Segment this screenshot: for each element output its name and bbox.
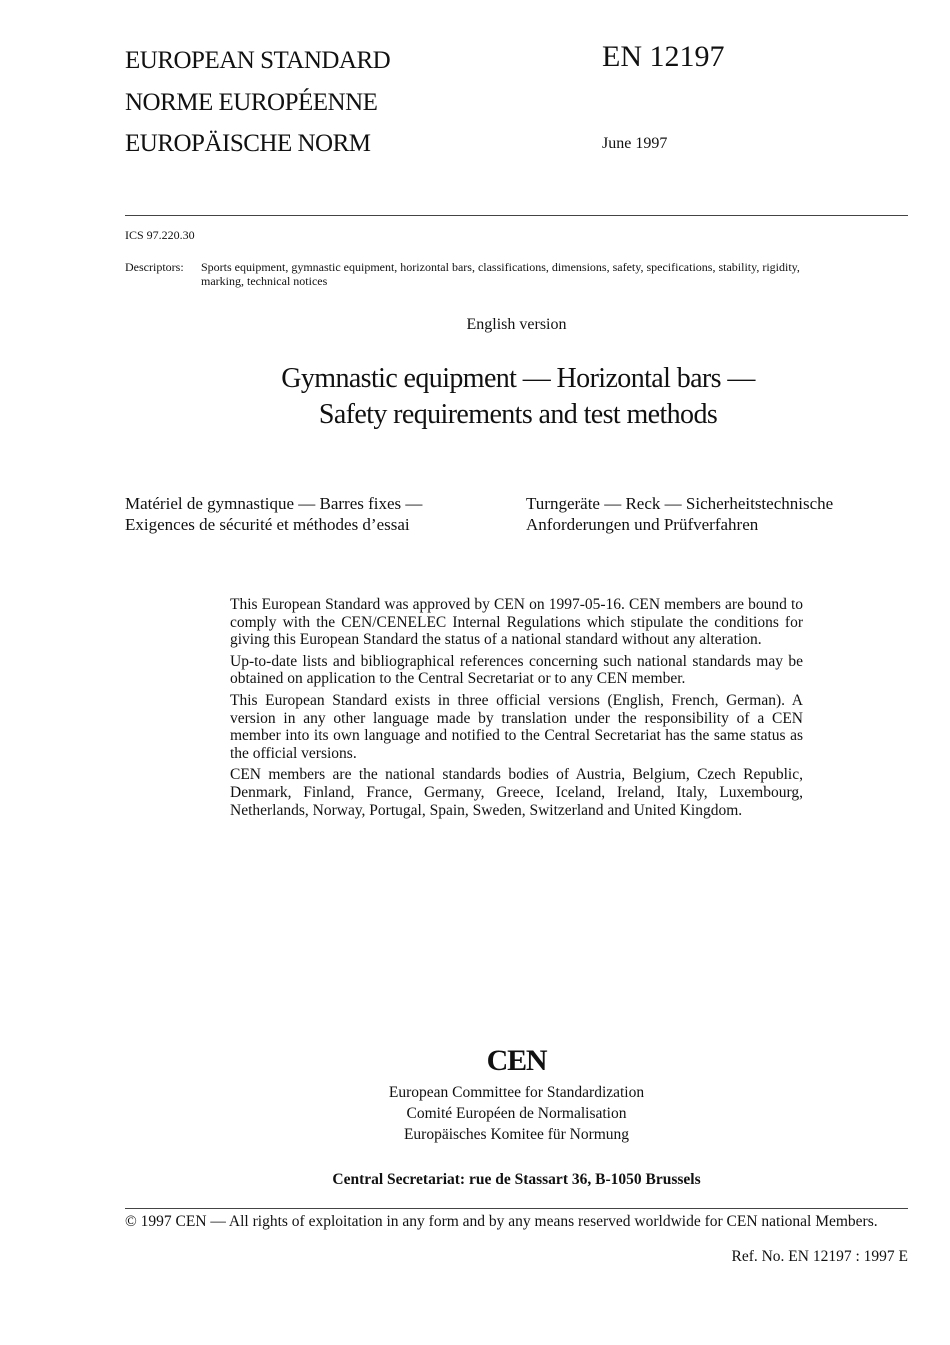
secretariat-address: Central Secretariat: rue de Stassart 36, B-1050 Brussels (332, 1171, 701, 1188)
german-title-line-2: Anforderungen und Prüfverfahren (526, 515, 759, 534)
copyright-notice: © 1997 CEN — All rights of exploitation in any form and by any means reserved worldwide for CEN national Members. (125, 1213, 878, 1230)
cen-name-en: European Committee for Standardization (388, 1084, 645, 1101)
footer-rule (125, 1208, 908, 1209)
french-title-line-2: Exigences de sécurité et méthodes d’essai (125, 515, 410, 534)
publication-date: June 1997 (602, 135, 668, 152)
ics-code: ICS 97.220.30 (125, 228, 195, 242)
cen-logo: CEN (486, 1044, 547, 1077)
document-title-line-2: Safety requirements and test methods (318, 399, 718, 430)
german-title-line-1: Turngeräte — Reck — Sicherheitstechnische (526, 494, 834, 513)
standard-number: EN 12197 (602, 40, 725, 73)
paragraph-approval: This European Standard was approved by CEN on 1997-05-16. CEN members are bound to comply with the CEN/CENELEC Internal Regulations which stipulate the conditions for giving this European Standard the status of a national standard without any alteration. (230, 596, 803, 649)
version-label: English version (466, 316, 567, 333)
french-title-line-1: Matériel de gymnastique — Barres fixes — (125, 494, 423, 513)
header-rule (125, 215, 908, 216)
header-name-en: EUROPEAN STANDARD (125, 47, 391, 74)
cen-name-de: Europäisches Komitee für Normung (403, 1126, 630, 1143)
descriptors-label: Descriptors: (125, 260, 184, 274)
cen-name-fr: Comité Européen de Normalisation (406, 1105, 627, 1122)
reference-number: Ref. No. EN 12197 : 1997 E (731, 1248, 908, 1265)
descriptors-line-1: Sports equipment, gymnastic equipment, horizontal bars, classifications, dimensions, safety, specifications, stability, rigidity, (201, 260, 800, 274)
header-name-fr: NORME EUROPÉENNE (125, 89, 378, 116)
paragraph-members: CEN members are the national standards bodies of Austria, Belgium, Czech Republic, Denmark, Finland, France, Germany, Greece, Iceland, Ireland, Italy, Luxembourg, Netherlands, Norway, Portugal, Spain, Sweden, Switzerland and United Kingdom. (230, 766, 803, 819)
header-name-de: EUROPÄISCHE NORM (125, 130, 371, 157)
document-title-line-1: Gymnastic equipment — Horizontal bars — (281, 363, 755, 394)
paragraph-versions: This European Standard exists in three official versions (English, French, German). A version in any other language made by translation under the responsibility of a CEN member into its own language and notified to the Central Secretariat has the same status as the official versions. (230, 691, 803, 762)
paragraph-references: Up-to-date lists and bibliographical references concerning such national standards may be obtained on application to the Central Secretariat or to any CEN member. (230, 652, 803, 688)
approval-notice (230, 596, 803, 823)
descriptors-line-2: marking, technical notices (201, 274, 328, 288)
